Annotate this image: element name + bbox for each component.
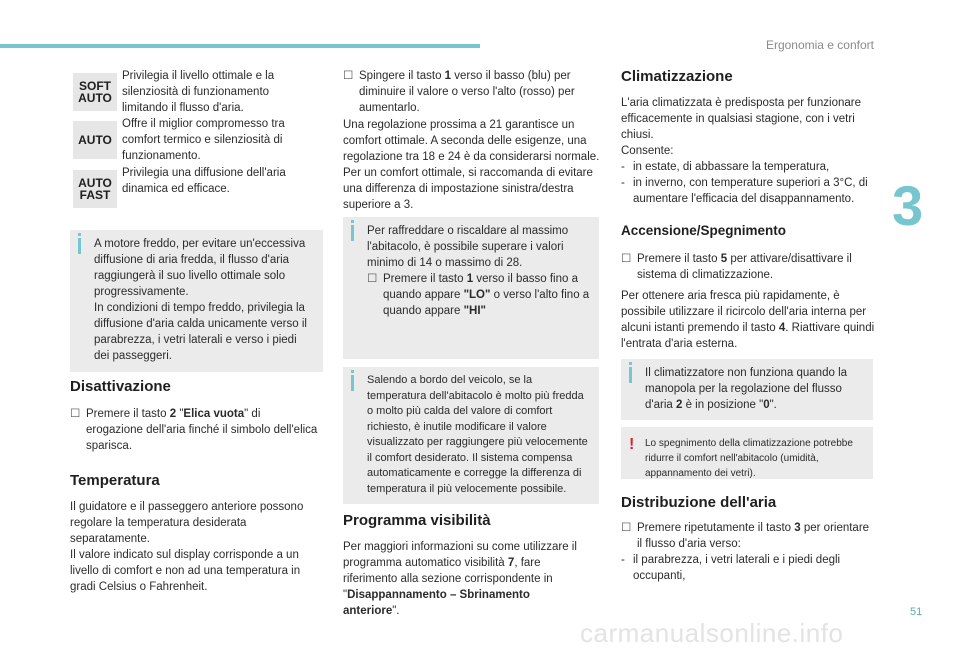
- section-title-visibilita: Programma visibilità: [343, 512, 491, 529]
- bullet-temperature-key: ☐ Spingere il tasto 1 verso il basso (blu) per diminuire il valore o verso l'alto (rosso) per aumentarlo.: [343, 70, 575, 114]
- icon-label-line: AUTO: [78, 91, 112, 105]
- info-note-airflow: Il climatizzatore non funziona quando la manopola per la regolazione del flusso d'aria 2 è in posizione "0".: [621, 359, 873, 420]
- soft-auto-icon: [73, 73, 117, 111]
- soft-auto-description: Privilegia il livello ottimale e la silenziosità di funzionamento limitando il flusso d'aria.: [122, 70, 275, 114]
- note-paragraph: Per raffreddare o riscaldare al massimo l'abitacolo, è possibile superare i valori minimo di 14 o massimo di 28.: [367, 225, 569, 269]
- distribuzione-text: [621, 520, 876, 584]
- temperatura-text: [70, 499, 322, 595]
- climatizzazione-text: [621, 95, 876, 207]
- section-title-climatizzazione: Climatizzazione: [621, 68, 733, 85]
- icon-label-line: SOFT: [79, 79, 111, 93]
- bullet-accensione: ☐ Premere il tasto 5 per attivare/disattivare il sistema di climatizzazione.: [621, 253, 852, 281]
- section-title-temperatura: Temperatura: [70, 472, 160, 489]
- icon-label-line: AUTO: [78, 176, 112, 190]
- arrow-bullet-icon: ☐: [621, 253, 632, 265]
- warning-note-climate-off: [621, 427, 873, 479]
- info-icon: [351, 225, 354, 241]
- header-accent-bar: [0, 44, 480, 48]
- icon-label-line: AUTO: [78, 133, 112, 147]
- note-paragraph: In condizioni di tempo freddo, privilegia la diffusione d'aria calda unicamente verso il parabrezza, i vetri laterali e verso i piedi dei passeggeri.: [94, 302, 307, 362]
- info-icon: [351, 375, 354, 391]
- info-icon: [78, 238, 81, 254]
- paragraph: Consente:: [621, 145, 674, 157]
- arrow-bullet-icon: ☐: [70, 408, 81, 420]
- auto-fast-icon: [73, 170, 117, 208]
- auto-description: Offre il miglior compromesso tra comfort termico e silenziosità di funzionamento.: [122, 118, 285, 162]
- dash-item: - in inverno, con temperature superiori a 3°C, di aumentare l'efficacia del disappannamento.: [621, 177, 868, 205]
- info-note-cold-engine: [70, 230, 323, 372]
- note-bullet: ☐ Premere il tasto 1 verso il basso fino a quando appare "LO" o verso l'alto fino a quando appare "HI": [367, 273, 590, 317]
- note-paragraph: A motore freddo, per evitare un'eccessiva diffusione di aria fredda, il flusso d'aria raggiungerà il suo livello ottimale solo progressivamente.: [94, 238, 306, 298]
- icon-label-line: FAST: [79, 188, 111, 202]
- note-paragraph: Salendo a bordo del veicolo, se la temperatura dell'abitacolo è molto più fredda o molto più calda del valore di comfort richiesto, è inutile modificare il valore visualizzato per raggiungere più velocemente il comfort desiderato. Il sistema compensa automaticamente e corregge la differenza di temperatura il più velocemente possibile.: [367, 374, 588, 495]
- info-icon: [629, 367, 632, 383]
- chapter-number: 3: [892, 174, 924, 237]
- warning-text: Lo spegnimento della climatizzazione potrebbe ridurre il comfort nell'abitacolo (umidità, appannamento dei vetri).: [645, 438, 853, 479]
- info-note-boarding: [343, 367, 599, 504]
- temperature-recommendation: Una regolazione prossima a 21 garantisce un comfort ottimale. A seconda delle esigenze, una regolazione tra 18 e 24 è da considerarsi normale. Per un comfort ottimale, si raccomanda di evitare una differenza di impostazione sinistra/destra superiore a 3.: [343, 119, 600, 211]
- section-title-accensione: Accensione/Spegnimento: [621, 223, 787, 238]
- dash-item: - il parabrezza, i vetri laterali e i piedi degli occupanti,: [621, 554, 841, 582]
- arrow-bullet-icon: ☐: [343, 70, 354, 82]
- dash-item: - in estate, di abbassare la temperatura,: [621, 161, 830, 173]
- section-header-title: Ergonomia e confort: [765, 38, 874, 52]
- page-number: 51: [910, 606, 923, 618]
- recirculation-text: Per ottenere aria fresca più rapidamente, è possibile utilizzare il ricircolo dell'aria interna per alcuni istanti premendo il tasto 4. Riattivare quindi l'entrata d'aria esterna.: [621, 290, 875, 350]
- warning-icon: !: [629, 436, 635, 453]
- bullet-disattivazione: ☐ Premere il tasto 2 "Elica vuota" di erogazione dell'aria finché il simbolo dell'elica sparisca.: [70, 408, 318, 452]
- paragraph: Il guidatore e il passeggero anteriore possono regolare la temperatura desiderata separatamente.: [70, 501, 304, 545]
- section-title-disattivazione: Disattivazione: [70, 378, 171, 395]
- paragraph: Il valore indicato sul display corrisponde a un livello di comfort e non ad una temperatura in gradi Celsius o Fahrenheit.: [70, 549, 301, 593]
- info-note-max-temperature: [343, 217, 599, 359]
- bullet-distribuzione: ☐ Premere ripetutamente il tasto 3 per orientare il flusso d'aria verso:: [621, 522, 870, 550]
- auto-fast-description: Privilegia una diffusione dell'aria dinamica ed efficace.: [122, 167, 286, 195]
- arrow-bullet-icon: ☐: [367, 273, 378, 285]
- visibilita-text: Per maggiori informazioni su come utilizzare il programma automatico visibilità 7, fare riferimento alla sezione corrispondente in "Disappannamento – Sbrinamento anteriore".: [343, 541, 577, 617]
- section-title-distribuzione: Distribuzione dell'aria: [621, 494, 777, 511]
- watermark: carmanualsonline.info: [580, 618, 844, 648]
- paragraph: L'aria climatizzata è predisposta per funzionare efficacemente in qualsiasi stagione, con i vetri chiusi.: [621, 97, 861, 141]
- auto-icon: [73, 121, 117, 159]
- arrow-bullet-icon: ☐: [621, 522, 632, 534]
